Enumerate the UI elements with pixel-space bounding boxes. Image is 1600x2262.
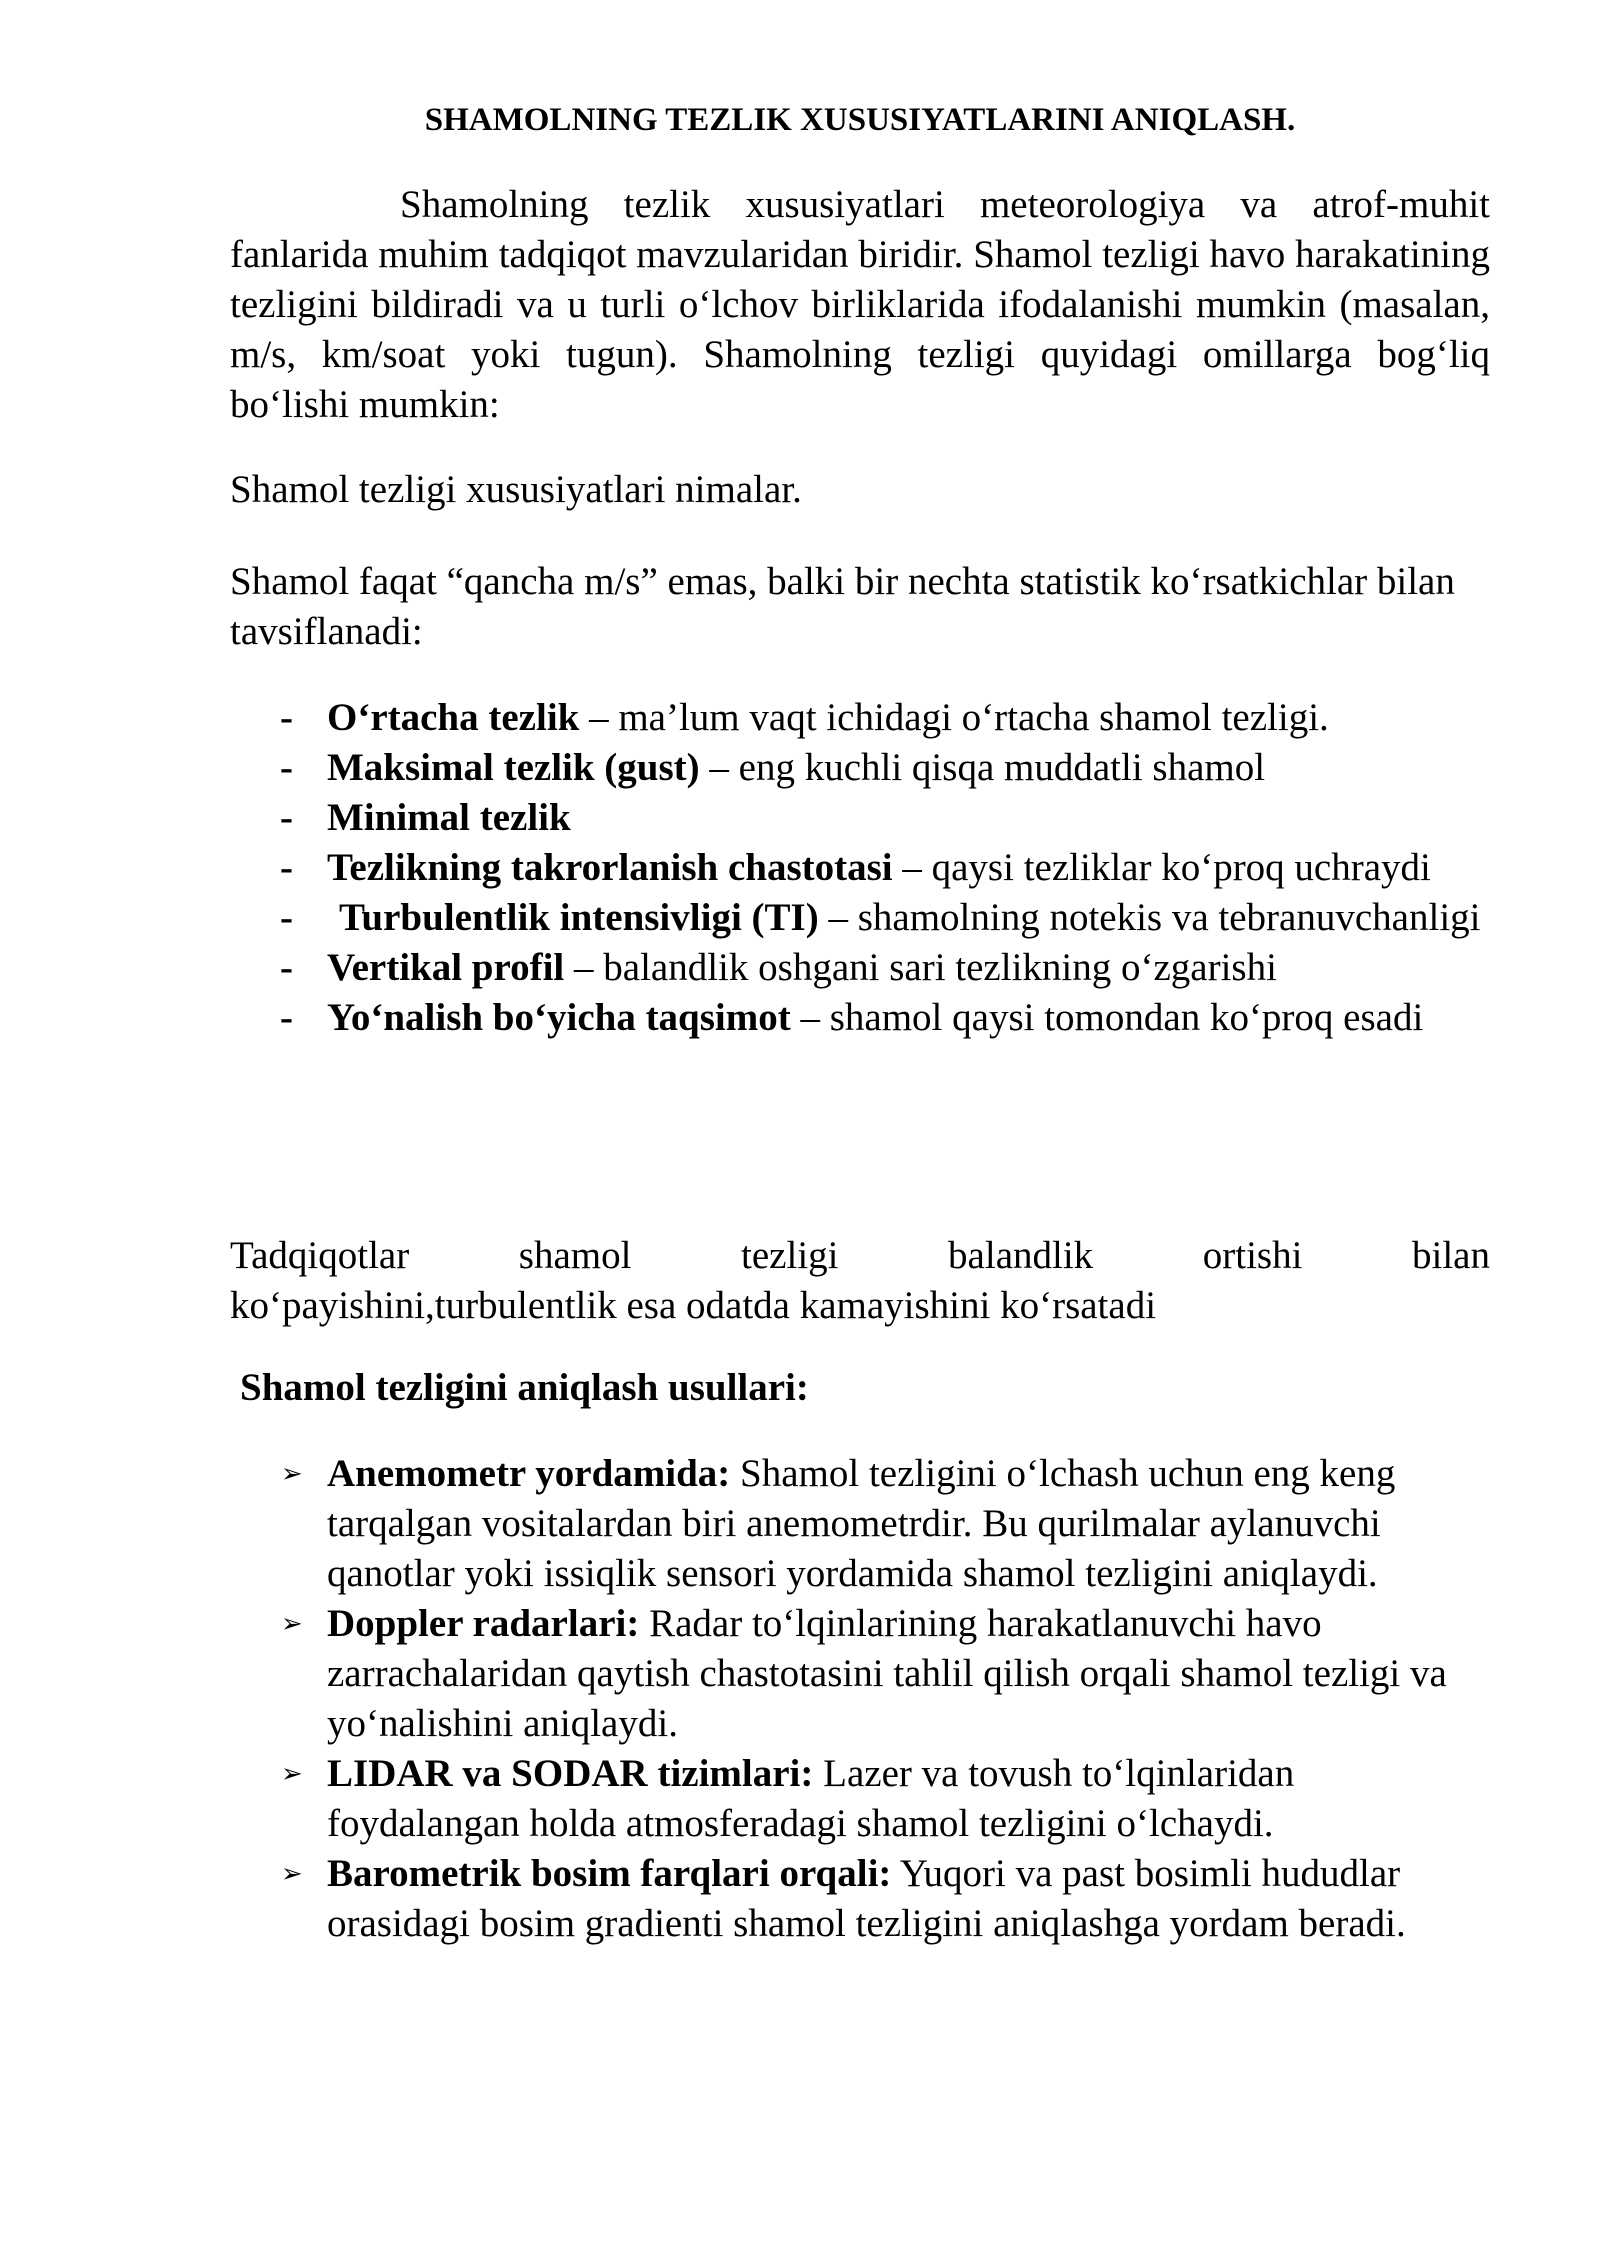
list-item xyxy=(0,843,1490,893)
description: Shamol tezligini o‘lchash uchun eng keng tarqalgan vositalardan biri anemometrdir. Bu qurilmalar aylanuvchi qanotlar yoki issiqlik sensori yordamida shamol tezligini aniqlaydi. xyxy=(327,1452,1396,1595)
question-line: Shamol tezligi xususiyatlari nimalar. xyxy=(230,468,802,511)
list-item xyxy=(0,1749,1490,1849)
dash-bullet: - xyxy=(280,846,293,889)
list-item xyxy=(0,1599,1490,1749)
term: Tezlikning takrorlanish chastotasi xyxy=(327,846,893,889)
methods-list xyxy=(0,1449,1600,1949)
research-line-2: ko‘payishini,turbulentlik esa odatda kamayishini ko‘rsatadi xyxy=(230,1284,1157,1327)
term: Vertikal profil xyxy=(327,946,565,989)
term: Anemometr yordamida: xyxy=(327,1452,731,1495)
characteristics-list xyxy=(0,693,1600,1043)
term: LIDAR va SODAR tizimlari: xyxy=(327,1752,814,1795)
term: Minimal tezlik xyxy=(327,796,571,839)
dash-bullet: - xyxy=(280,746,293,789)
description: – shamolning notekis va tebranuvchanligi xyxy=(818,896,1481,939)
list-item xyxy=(0,943,1490,993)
term: Doppler radarlari: xyxy=(327,1602,640,1645)
description: – eng kuchli qisqa muddatli shamol xyxy=(699,746,1266,789)
arrow-bullet-icon: ➢ xyxy=(281,1609,303,1638)
dash-bullet: - xyxy=(280,996,293,1039)
description: Lazer va tovush to‘lqinlaridan foydalangan holda atmosferadagi shamol tezligini o‘lchaydi. xyxy=(327,1752,1295,1845)
list-item xyxy=(0,1449,1490,1599)
term: O‘rtacha tezlik xyxy=(327,696,580,739)
dash-bullet: - xyxy=(280,946,293,989)
list-item xyxy=(0,793,1490,843)
term: Barometrik bosim farqlari orqali: xyxy=(327,1852,892,1895)
description: – qaysi tezliklar ko‘proq uchraydi xyxy=(892,846,1431,889)
term: Yo‘nalish bo‘yicha taqsimot xyxy=(327,996,791,1039)
document-title: SHAMOLNING TEZLIK XUSUSIYATLARINI ANIQLASH. xyxy=(424,102,1296,138)
arrow-bullet-icon: ➢ xyxy=(281,1459,303,1488)
description: – shamol qaysi tomondan ko‘proq esadi xyxy=(790,996,1424,1039)
arrow-bullet-icon: ➢ xyxy=(281,1759,303,1788)
description: Radar to‘lqinlarining harakatlanuvchi havo zarrachalaridan qaytish chastotasini tahlil qilish orqali shamol tezligi va yo‘nalishini aniqlaydi. xyxy=(327,1602,1447,1745)
description: – ma’lum vaqt ichidagi o‘rtacha shamol tezligi. xyxy=(579,696,1329,739)
research-line-1: Tadqiqotlar shamol tezligi balandlik ortishi bilan xyxy=(230,1234,1490,1277)
stats-paragraph: Shamol faqat “qancha m/s” emas, balki bir nechta statistik ko‘rsatkichlar bilan tavsiflanadi: xyxy=(230,560,1455,653)
term: Turbulentlik intensivligi (TI) xyxy=(339,896,819,939)
dash-bullet: - xyxy=(280,796,293,839)
list-item xyxy=(0,1849,1490,1949)
intro-paragraph: Shamolning tezlik xususiyatlari meteorologiya va atrof-muhit fanlarida muhim tadqiqot mavzularidan biridir. Shamol tezligi havo harakatining tezligini bildiradi va u turli o‘lchov birliklarida ifodalanishi mumkin (masalan, m/s, km/soat yoki tugun). Shamolning tezligi quyidagi omillarga bog‘liq bo‘lishi mumkin: xyxy=(230,183,1490,426)
description: – balandlik oshgani sari tezlikning o‘zgarishi xyxy=(564,946,1277,989)
dash-bullet: - xyxy=(280,696,293,739)
list-item xyxy=(0,993,1490,1043)
dash-bullet: - xyxy=(280,896,293,939)
term: Maksimal tezlik (gust) xyxy=(327,746,700,789)
list-item xyxy=(0,693,1490,743)
list-item xyxy=(0,743,1490,793)
methods-heading: Shamol tezligini aniqlash usullari: xyxy=(240,1366,809,1409)
description: Yuqori va past bosimli hududlar orasidagi bosim gradienti shamol tezligini aniqlashga yordam beradi. xyxy=(327,1852,1406,1945)
arrow-bullet-icon: ➢ xyxy=(281,1859,303,1888)
list-item xyxy=(0,893,1490,943)
